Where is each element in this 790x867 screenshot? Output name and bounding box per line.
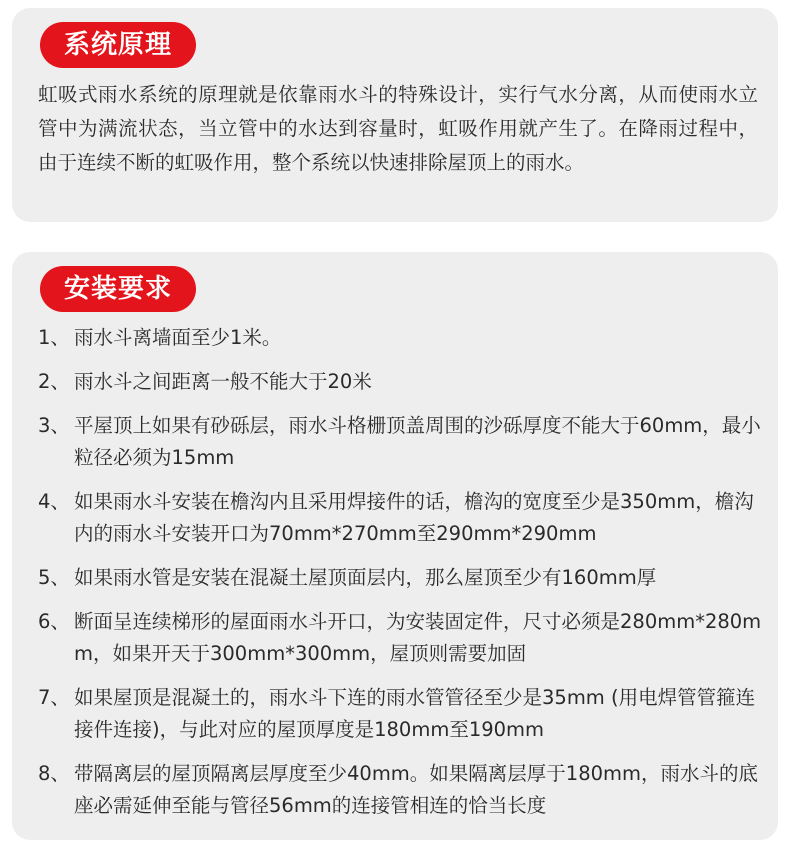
- requirement-text: 如果雨水管是安装在混凝土屋顶面层内，那么屋顶至少有160mm厚: [74, 566, 657, 589]
- installation-title: 安装要求: [40, 266, 196, 312]
- requirement-item: [38, 682, 768, 746]
- requirement-text: 断面呈连续梯形的屋面雨水斗开口，为安装固定件，尺寸必须是280mm*280mm，如果开天于300mm*300mm，屋顶则需要加固: [74, 610, 762, 665]
- requirement-number: 3、: [38, 414, 70, 437]
- principle-card: [12, 8, 778, 222]
- requirement-item: [38, 606, 768, 670]
- requirement-number: 2、: [38, 370, 70, 393]
- requirement-item: [38, 562, 768, 594]
- installation-card: [12, 252, 778, 840]
- requirement-text: 如果雨水斗安装在檐沟内且采用焊接件的话，檐沟的宽度至少是350mm，檐沟内的雨水斗安装开口为70mm*270mm至290mm*290mm: [74, 490, 754, 545]
- requirement-number: 4、: [38, 490, 70, 513]
- requirement-item: [38, 366, 768, 398]
- requirement-text: 平屋顶上如果有砂砾层，雨水斗格栅顶盖周围的沙砾厚度不能大于60mm，最小粒径必须为15mm: [74, 414, 761, 469]
- requirement-item: [38, 410, 768, 474]
- requirement-number: 1、: [38, 326, 70, 349]
- requirement-text: 雨水斗离墙面至少1米。: [74, 326, 282, 349]
- principle-text: 虹吸式雨水系统的原理就是依靠雨水斗的特殊设计，实行气水分离，从而使雨水立管中为满流状态，当立管中的水达到容量时，虹吸作用就产生了。在降雨过程中，由于连续不断的虹吸作用，整个系统以快速排除屋顶上的雨水。: [38, 83, 758, 174]
- requirement-text: 如果屋顶是混凝土的，雨水斗下连的雨水管管径至少是35mm (用电焊管管箍连接件连接)，与此对应的屋顶厚度是180mm至190mm: [74, 686, 756, 741]
- requirement-number: 5、: [38, 566, 70, 589]
- requirement-number: 7、: [38, 686, 70, 709]
- requirements-list: [38, 322, 768, 834]
- requirement-number: 6、: [38, 610, 70, 633]
- requirement-item: [38, 486, 768, 550]
- requirement-text: 雨水斗之间距离一般不能大于20米: [74, 370, 372, 393]
- principle-title: 系统原理: [40, 22, 196, 68]
- requirement-item: [38, 758, 768, 822]
- requirement-text: 带隔离层的屋顶隔离层厚度至少40mm。如果隔离层厚于180mm，雨水斗的底座必需延伸至能与管径56mm的连接管相连的恰当长度: [74, 762, 759, 817]
- requirement-number: 8、: [38, 762, 70, 785]
- requirement-item: [38, 322, 768, 354]
